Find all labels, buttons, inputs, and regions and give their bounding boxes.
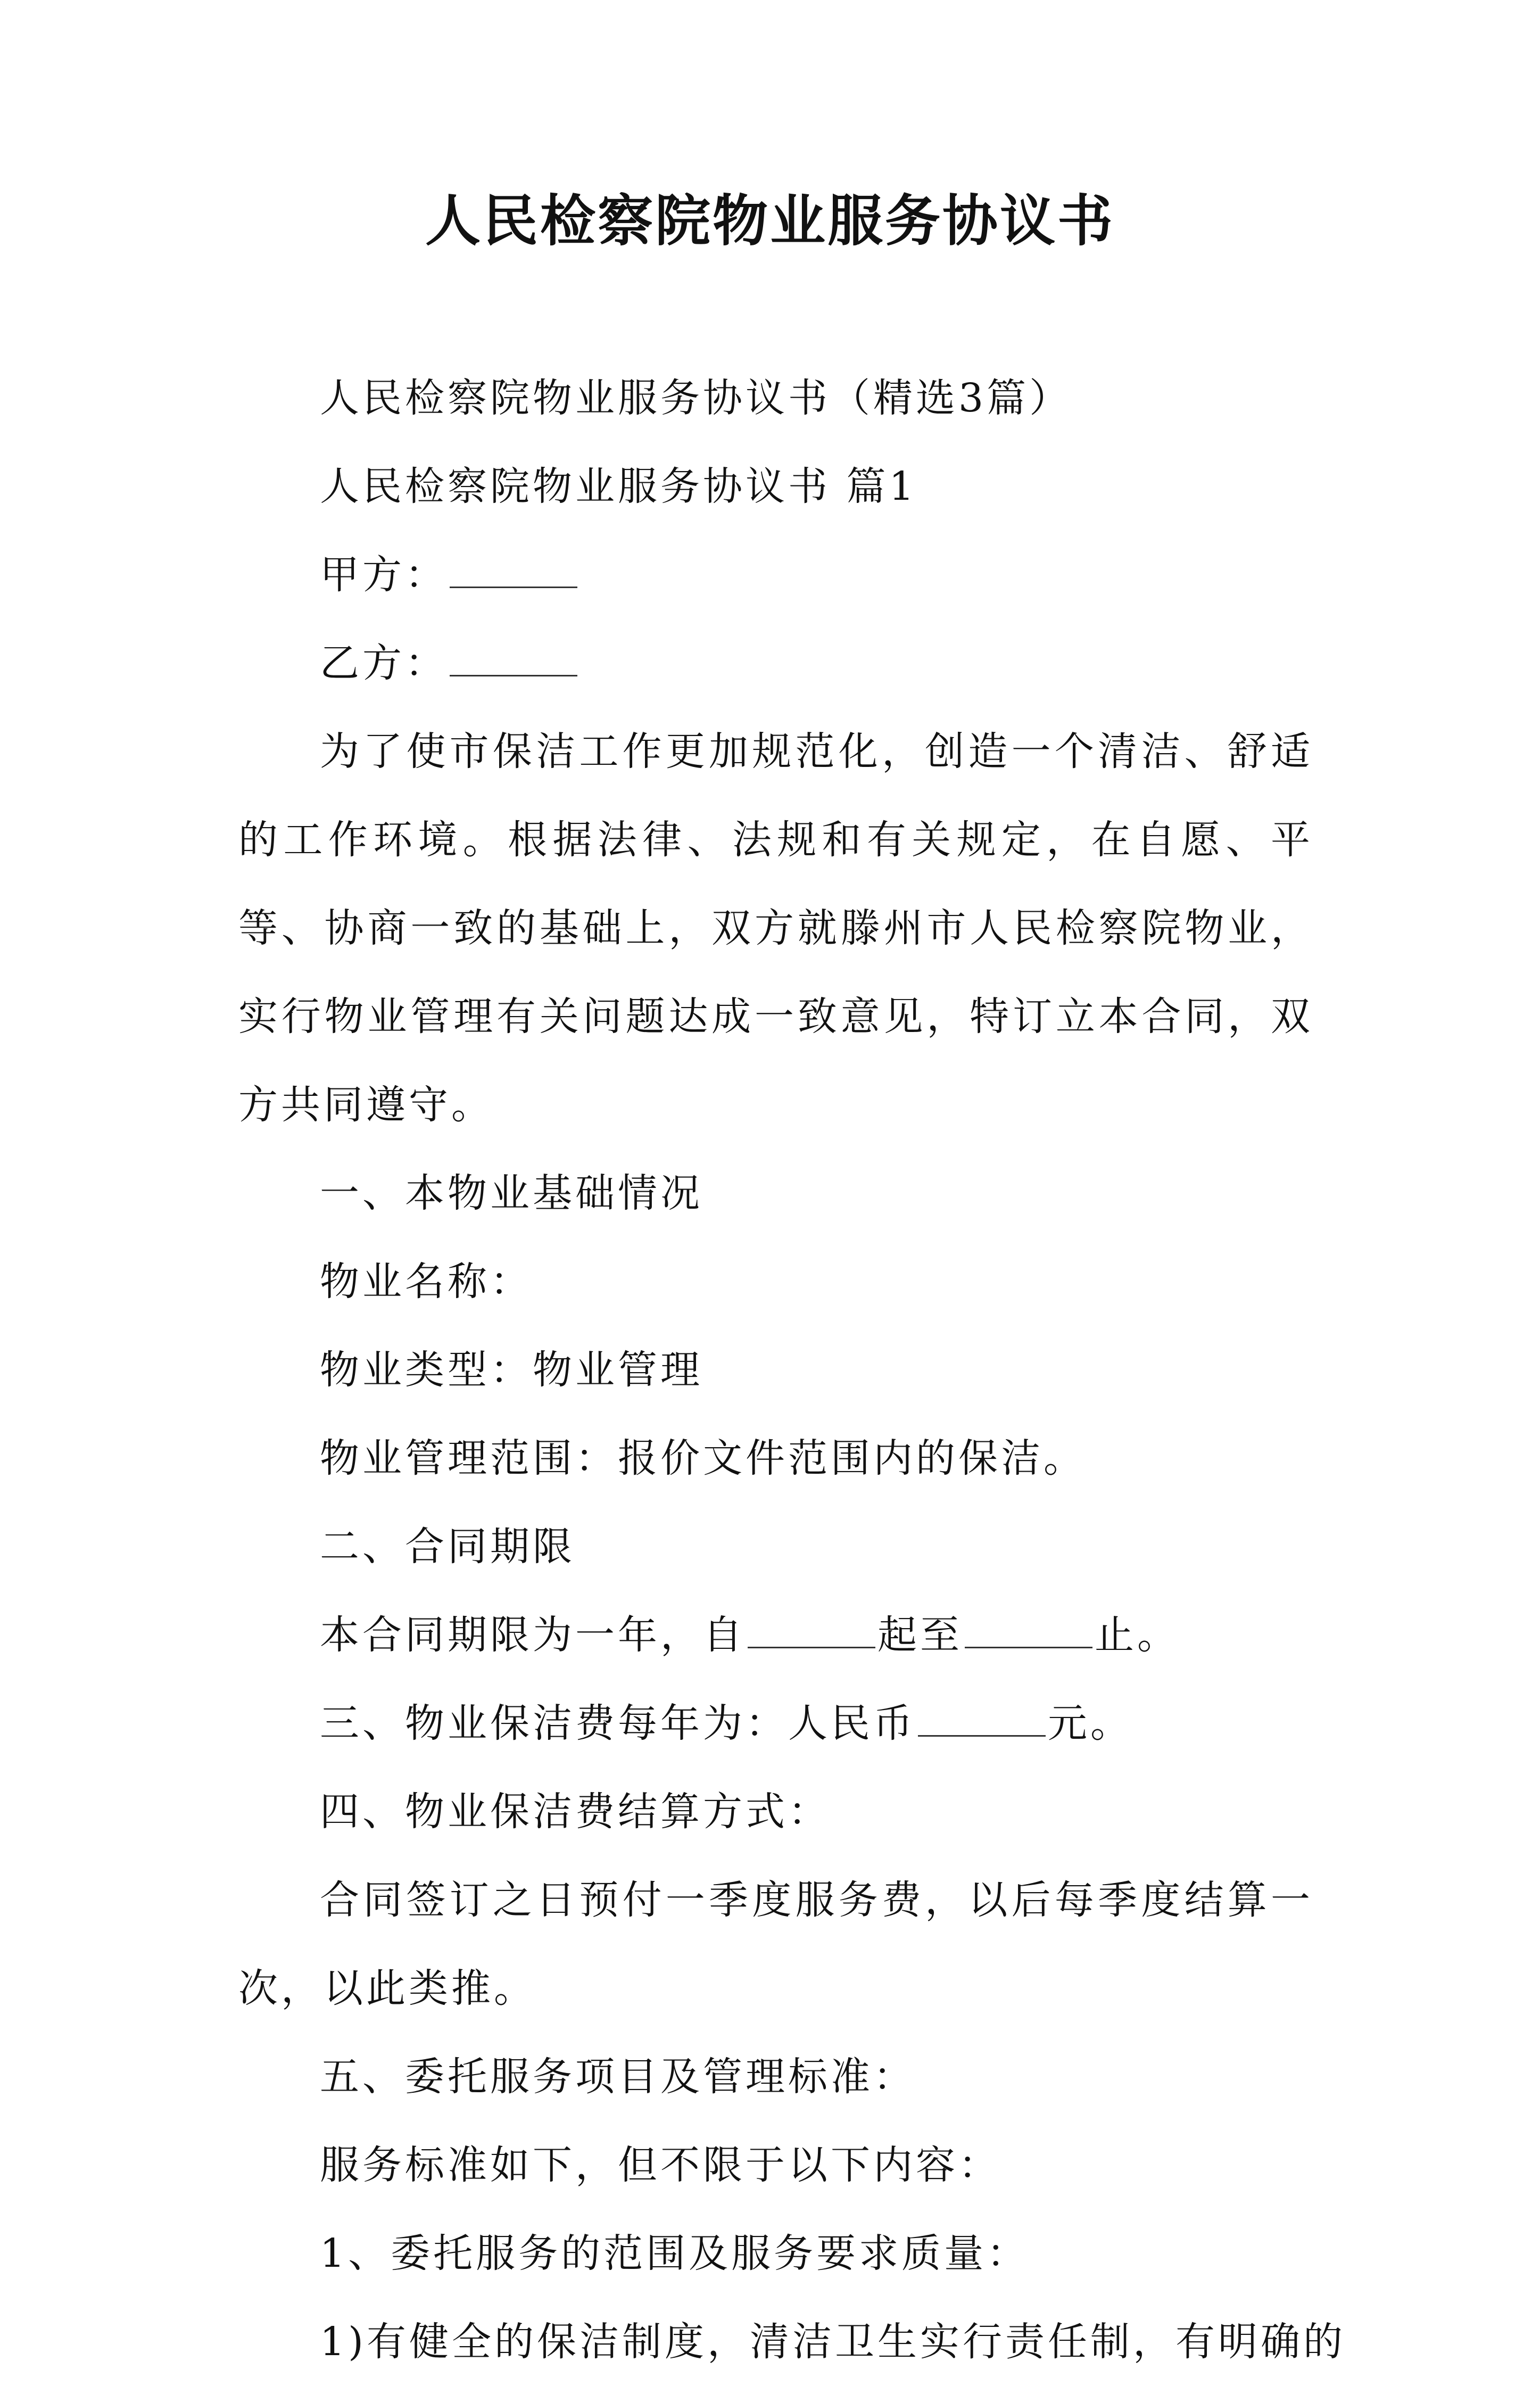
term-middle: 起至: [877, 1612, 963, 1658]
settlement-paragraph: 合同签订之日预付一季度服务费，以后每季度结算一次，以此类推。: [238, 1877, 1313, 2011]
term-suffix: 止。: [1095, 1612, 1180, 1658]
section3-prefix: 三、物业保洁费每年为：人民币: [320, 1700, 916, 1746]
section3-line: [238, 1679, 1313, 1768]
part-heading: 人民检察院物业服务协议书 篇1: [320, 464, 917, 509]
section1-heading: 一、本物业基础情况: [320, 1170, 703, 1216]
party-b-blank: [450, 643, 577, 676]
standards-intro: 服务标准如下，但不限于以下内容：: [320, 2142, 1001, 2188]
property-type: 物业类型：物业管理: [320, 1347, 703, 1393]
document-body: [238, 354, 1346, 2386]
item1-heading: 1、委托服务的范围及服务要求质量：: [320, 2231, 1030, 2276]
party-a-blank: [450, 555, 577, 588]
term-prefix: 本合同期限为一年，自: [320, 1612, 746, 1658]
section5-heading: 五、委托服务项目及管理标准：: [320, 2054, 916, 2100]
party-b-label: 乙方：: [320, 640, 448, 686]
property-name: 物业名称：: [320, 1259, 533, 1305]
term-start-blank: [748, 1615, 875, 1648]
intro-paragraph: 为了使市保洁工作更加规范化，创造一个清洁、舒适的工作环境。根据法律、法规和有关规定，在自愿、平等、协商一致的基础上，双方就滕州市人民检察院物业，实行物业管理有关问题达成一致意见，特订立本合同，双方共同遵守。: [238, 729, 1313, 1128]
fee-blank: [918, 1703, 1046, 1737]
term-line: [238, 1591, 1313, 1679]
party-a-label: 甲方：: [320, 552, 448, 598]
document-title: 人民检察院物业服务协议书: [425, 188, 1115, 253]
party-b-line: [238, 619, 1313, 707]
item1-1: 1)有健全的保洁制度，清洁卫生实行责任制，有明确的: [320, 2319, 1346, 2365]
property-scope: 物业管理范围：报价文件范围内的保洁。: [320, 1435, 1086, 1481]
term-end-blank: [965, 1615, 1092, 1648]
party-a-line: [238, 531, 1313, 619]
section2-heading: 二、合同期限: [320, 1524, 575, 1570]
document-subtitle: 人民检察院物业服务协议书（精选3篇）: [320, 375, 1072, 421]
section4-heading: 四、物业保洁费结算方式：: [320, 1789, 831, 1835]
section3-suffix: 元。: [1048, 1700, 1133, 1746]
